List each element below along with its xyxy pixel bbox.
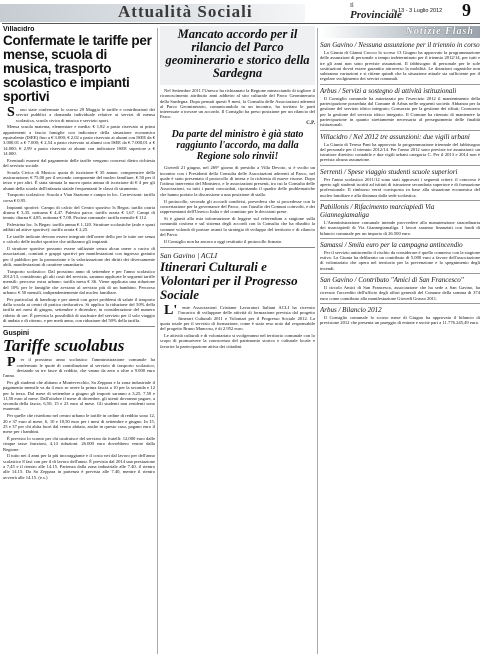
paragraph: È previsto lo sconto per chi usufruisce del servizio da fratelli: 12.000 euro dalle cinque tasse fruizioni, 4,14 riduzioni. 26.000 euro dovrebbero venire dalla Regione. bbox=[3, 435, 155, 452]
news-item-title: Arbus / Servizi a sostegno di attività istituzionali bbox=[320, 86, 457, 95]
paragraph: Per l'anno scolastico 2011/12 sono stati approvati i seguenti criteri: il concorso è aperto agli studenti iscritti ad istituti di istruzione secondaria superiore e di formazione professionale. Il rimborso verrà corrisposto in base alla situazione economica del nucleo familiare e alla distanza dalla sede scolastica. bbox=[320, 176, 480, 198]
header-rule bbox=[2, 23, 480, 24]
news-item-body bbox=[320, 220, 480, 236]
news-item-body bbox=[320, 50, 480, 82]
news-item-body bbox=[320, 177, 480, 198]
middle-bottom-body bbox=[160, 302, 315, 349]
paragraph: Le tariffe indicate devono essere integrate dell'onere dello per le tutte ore senza o calcolo delle inoltri sportive che utilizzano gli impianti. bbox=[3, 234, 155, 245]
middle-column bbox=[160, 26, 315, 656]
logo-small: Il bbox=[350, 3, 354, 9]
paragraph: Mensa scuola materna, elementare e media: € 1,82 a pasto riservato ai primi appartenenti a fascia famiglie con indicatore della situazione economica equivalente (ISEE) fino a € 3.000; € 2,02 a pasto riservato ai alunni con ISEE da € 3.000,01 a € 7.000; € 2,54 a pasto riservato ai alunni con ISEE da € 7.000,01 a € 14.000; € 2,99 a pasto riservato ai alunni con indicatore ISEE superiore a € 14.000. bbox=[3, 124, 155, 156]
news-item-body bbox=[320, 250, 480, 271]
left-bottom-title: Tariffe scuolabus bbox=[3, 336, 125, 356]
paragraph: Si è giunti alla mia informazione di leggere sul referendum a stagione sulla comunità costiera e sul sistema degli accordi con la Consulta che ha ribadito la comune volontà di portare avanti la strategia di sviluppo del territorio e di rilancio del Parco. bbox=[160, 215, 315, 237]
news-divider bbox=[320, 238, 480, 239]
middle-bottom-title: Itinerari Culturali e Volontari per il Progresso Sociale bbox=[160, 258, 298, 302]
paragraph: Per il servizio antincendio il rischio da considerare è quello connesso con la stagione estiva. La Giunta ha deliberato un contributo di 5.000 euro a favore dell'associazione di volontariato che opera nel territorio per la prevenzione e lo spegnimento degli incendi. bbox=[320, 249, 480, 271]
paragraph: Sono state confermate lo scorso 29 Maggio le tariffe e contribuzioni dei servizi pubblici a domanda individuale relative ai servizi di mensa scolastica, scuola civica di musica e servizio sport. bbox=[7, 105, 155, 123]
news-item-title: Pabillonis / Rifacimento marciapiedi Via Giannegiamaliga bbox=[320, 202, 435, 219]
paragraph: Giovedì 21 giugno, nel 269° giorno di presidio a Villa Devoto, si è svolto un incontro con i Presidenti della Consulta delle Associazioni aderenti al Parco, nel quale è stato presentato il protocollo di intesa e la richiesta di nuove risorse. Dopo l'ottimo intervento del Ministero, e le associazioni presenti, tra cui la Consulta delle Associazioni, su tutti i punti concordati, riportando il quadro delle problematiche che hanno portato la discussione a una posizione di stallo. bbox=[160, 165, 315, 197]
left-column bbox=[3, 26, 155, 656]
column-divider bbox=[157, 28, 158, 654]
left-article-body bbox=[3, 107, 155, 323]
paragraph: Il tutto nei 4 anni per la più incoraggiante e il costo nei dal lavoro per dell'anno scolastico 8 fasi con per il di lavoro dell'anno. È prevista dal 2014 una prestazione a 7,45 e il rientro alle 14.15. Partenza dalla zona industriale alle 7.40, il rientro alle 14.15. Da Sa Zeppara in partenza è prevista alle 7.40, mentre il rientro avverrà alle 14.15. (e.s.) bbox=[3, 453, 155, 480]
paragraph: Nel Settembre 2011 l'Unesco ha richiamato la Regione minacciando di togliere il riconoscimento attribuito anni addietro al sito culturale del Parco Geominerario della Sardegna. Dopo pensati questi 9 mesi, la Consulta delle Associazioni aderenti al Parco Geominerario, comunicandolo in un incontro, ha invitato le parti interessate a trovare un accordo. Il Consiglio ha preso posizione per un rilancio del Parco. bbox=[160, 88, 315, 120]
article-signature: C.P. bbox=[306, 121, 315, 127]
left-kicker: Villacidro bbox=[3, 26, 35, 33]
middle-bottom-kicker: San Gavino | ACLI bbox=[160, 250, 218, 260]
news-item-body bbox=[320, 142, 480, 163]
middle-headline: Mancato accordo per il rilancio del Parco geominerario e storico della Sardegna bbox=[165, 27, 310, 80]
news-item-body bbox=[320, 96, 480, 128]
article-divider bbox=[160, 247, 315, 248]
section-title: Attualità Sociali bbox=[118, 2, 253, 21]
paragraph: Per quelle che risiedono nel centro urbano le tariffe in ordine di reddito sono 12, 20 e 37 euro al mese, 6, 10 e 18,50 euro per i mesi di settembre e giugno. In 15, 25 e 37 per chi abita fuori dal centro abitato, anche in questo caso, pagano euro il mese per i bambini. bbox=[3, 413, 155, 435]
right-column bbox=[320, 26, 480, 656]
page-header bbox=[0, 0, 482, 24]
issue-date: n. 13 - 3 Luglio 2012 bbox=[392, 8, 443, 14]
middle-subhead: Da parte del ministro è già stato raggiunto l'accordo, ma dalla Regione solo rinvii! bbox=[171, 129, 304, 163]
news-item-title: Serrenti / Spese viaggio studenti scuole superiori bbox=[320, 167, 458, 176]
news-divider bbox=[320, 200, 480, 201]
middle-top-box bbox=[160, 26, 315, 85]
news-item-title: Arbus / Bilancio 2012 bbox=[320, 305, 382, 314]
news-item-title: San Gavino / Nessuna assunzione per il triennio in corso bbox=[320, 41, 480, 49]
news-item-title: Villacidro / Nel 2012 tre assunzioni: due vigili urbani bbox=[320, 132, 470, 141]
left-bottom-body bbox=[3, 357, 155, 480]
news-item-title: San Gavino / Contributo "Amici di San Francesco" bbox=[320, 276, 464, 285]
left-bottom-kicker: Guspini bbox=[3, 330, 30, 338]
news-divider bbox=[320, 303, 480, 304]
paragraph: Trasporto scolastico: Dal prossimo anno di settembre e per l'anno scolastico 2012/13, considerato gli alti costi del servizio, saranno applicate le seguenti tariffe mensili: percorso extra urbano: tariffa mesa € 36. Viene applicata una riduzione del 10% per le famiglie che avviano al servizio più di un bambino. Percorso urbano: € 50 mensili, indipendentemente dal nucleo familiare. bbox=[3, 268, 155, 295]
news-item-body bbox=[320, 285, 480, 301]
news-divider bbox=[320, 130, 480, 131]
paragraph: Per gli studenti che abitano a Montevecchio, Sa Zeppara e la zona industriale il pagamento mensile va da 4 euro se avere la prima fascia a 10 per la seconda e 12 per la terza. Dal mese di settembre a giugno gli importi saranno a 3,25, 7,50 e 11,50 euro al mese. Dall'ottobre il mese di dicembre, gli utenti dovranno pagare, a seconda della fascia, 6,50, 15 e 23 euro al mese. Gli studenti non residenti sono esonerati. bbox=[3, 379, 155, 412]
paragraph: Trasporto scolastico: Scuola a Vian Stazione e campo in loc. Cortevisoni: tariffa corsa € 0,95. bbox=[3, 192, 155, 203]
paragraph: Per il prossimo anno scolastico l'amministrazione comunale ha confermato le quote di contribuzione al servizio di trasporto scolastico, deviando su tre fasce di reddito, che vanno da zero a oltre a 9.000 euro l'anno. bbox=[3, 355, 155, 379]
paragraph: L'Amministrazione comunale intende provvedere alla manutenzione straordinaria dei marciapiedi di Via Giannegiamaliga. I lavori saranno finanziati con fondi di bilancio comunale per un importo di 26.500 euro. bbox=[320, 219, 480, 236]
news-divider bbox=[320, 84, 480, 85]
article-divider bbox=[3, 326, 155, 327]
paragraph: Impianti sportivi: Campo di calcio del Centro sportivo Is Begas: tariffa oraria diurna € 3,35, notturna € 4,47. Palestra parco: tariffa oraria € 1,67. Campi di tennis: diurna € 4,85, notturna € 7,08. Piscina comunale: tariffa mensile € 112. bbox=[3, 204, 155, 221]
news-item-body bbox=[320, 315, 480, 326]
paragraph: Scuola Civica di Musica: quota di iscrizione € 35 annue, comprensive della assicurazione; € 75,00 per il secondo componente del nucleo familiare, € 50 per il terzo e per altri. È stata stimata la nuova quota annua di iscrizione di € 4 per gli alunni della scuola dell'infanzia statale frequentanti le classi di strumento. bbox=[3, 169, 155, 191]
paragraph: Il struttore sportive possono essere utilizzate senza alcun onere a carico di associazioni, comitati e gruppi sportivi per manifestazioni con ingresso gratuito per il pubblico per la promozione e la valorizzazione dei diritti dei diversamente abili, manifestazioni di carattere umanitario. bbox=[3, 246, 155, 268]
paragraph: Per particolari di handicap e per utenti con gravi problemi di salute il trasporto dalla scuola ai centri di pratica rieducativa. Si applica la riduzione del 50% della tariffa nei mesi di giugno, settembre e dicembre, in considerazione del numero ridotto di ore. È prevista la possibilità di usufruire del servizio per il solo viaggio di andata o di ritorno, e per metà anno, con riduzione del 50% della tariffa. bbox=[3, 296, 155, 323]
page-number: 9 bbox=[462, 0, 471, 20]
paragraph: Palestrina loc. Is Begas: tariffa annua € 1,120. Strutture scolastiche (aule e spazi adibiti ad attive sportive): tariffa oraria € 2,25. bbox=[3, 221, 155, 233]
paragraph: La Giunta di Teresa Pani ha approvato la programmazione triennale del fabbisogno del personale per il triennio 2012/14. Per l'anno 2012 sono previste tre assunzioni: un istruttore direttivo contabile e due vigili urbani categoria C. Per il 2013 e 2014 non è prevista alcuna assunzione. bbox=[320, 141, 480, 163]
paragraph: Il Consiglio non ha ancora a oggi restituito il protocollo firmato. bbox=[164, 238, 283, 244]
paragraph: Eventuali esoneri dal pagamento delle tariffe vengono concessi dietro richiesta del servizio sociale. bbox=[3, 157, 155, 168]
news-divider bbox=[320, 273, 480, 274]
middle-article-body bbox=[160, 88, 315, 120]
news-item-title: Samassi / Smila euro per la campagna antincendio bbox=[320, 240, 463, 249]
paragraph: Il Consiglio comunale lo scorso mese di Giugno ha approvato il bilancio di previsione 2012 che presenta un pareggio di entrate e uscite pari a 11.776.245,49 euro. bbox=[320, 314, 480, 326]
paragraph: La Giunta di Gianni Crocco lo scorso 13 Giugno ha approvato la programmazione delle assunzioni di personale a tempo indeterminato per il triennio 2012/14, per tutti e tre gli anni non sono previste assunzioni. Il fabbisogno di personale per le sole sostituzioni dovrà essere garantito attraverso la mobilità. Le dotazioni organiche non subiranno variazioni e si ritiene quindi che la situazione attuale sia sufficiente per il regolare svolgimento dei servizi comunali. bbox=[320, 50, 480, 82]
column-divider bbox=[317, 28, 318, 654]
logo-text: Provinciale bbox=[350, 9, 402, 21]
paragraph: Il circolo Amici di San Francesco, associazione che ha sede a San Gavino, ha ricevuto l'accredito dell'ufficio degli affari generali del Comune della somma di 374 euro come contributo alla manifestazione Giovedì Grasso 2011. bbox=[320, 285, 480, 301]
paragraph: L'ente Associazioni Cristiane Lavoratori Italiani ACLI ha ricevuto l'incarico di sviluppare delle attività di formazione prevista dal progetto Itinerari Culturali 2011 e Volontari per il Progresso Sociale 2012. La quota totale per il servizio di formazione, come è stato reso noto dal responsabile del progetto Bruno Mancosu, è di 2.952 euro. bbox=[160, 302, 315, 332]
flash-band bbox=[320, 26, 480, 38]
paragraph: Il Consiglio comunale ha autorizzato per l'esercizio 2012 il mantenimento della partecipazione posseduta dal Comune di Arbus nelle seguenti società: Abbanoa per la gestione del servizio idrico integrato; Consorzio per la gestione dei rifiuti; Consorzio per la gestione del servizio idrico integrato. Il Comune ha ritenuto di mantenere la partecipazione in quanto strettamente necessaria al perseguimento delle finalità istituzionali. bbox=[320, 95, 480, 128]
flash-label: Notizie Flash bbox=[405, 26, 474, 37]
news-divider bbox=[320, 165, 480, 166]
left-headline: Confermate le tariffe per mense, scuola di musica, trasporto scolastico e impianti sportivi bbox=[3, 33, 152, 104]
middle-article-body-2 bbox=[160, 165, 315, 244]
paragraph: Le attività culturali e di volontariato si svolgeranno nel territorio comunale con lo scopo di promuovere la conoscenza del patrimonio storico e culturale locale e favorire la partecipazione attiva dei cittadini. bbox=[160, 332, 315, 349]
paragraph: Il protocollo, secondo gli accordi condivisi, prevedeva che si procedesse con la concertazione per la governance del Parco, con l'ausilio dei Comuni coinvolti, e dei rappresentanti dell'Unesco Italia e del comitato per le decisioni prese. bbox=[160, 198, 315, 215]
